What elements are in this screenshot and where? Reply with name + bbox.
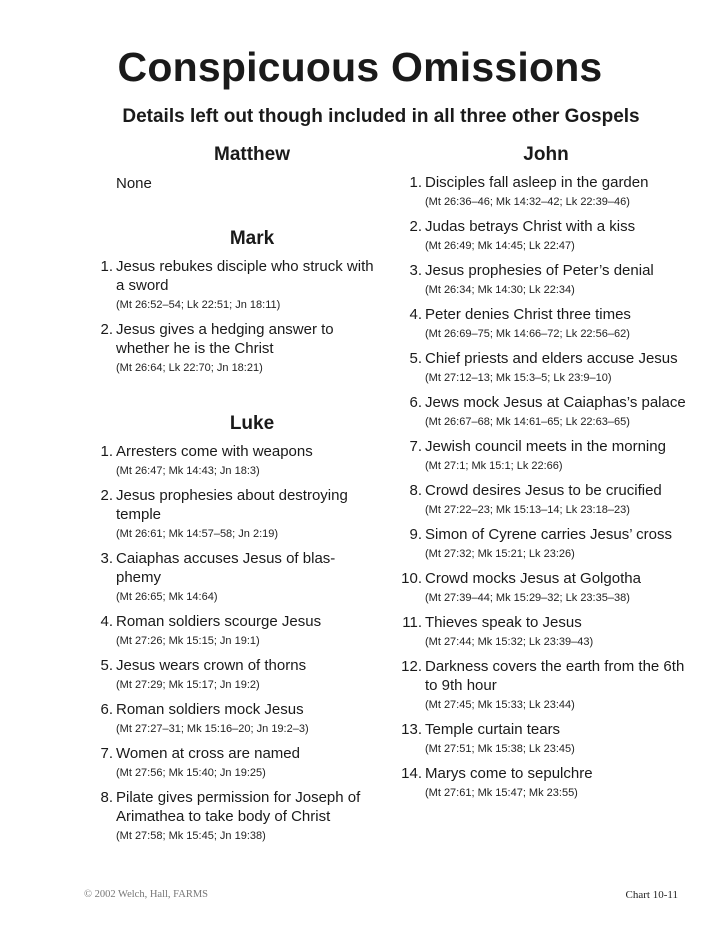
item-number: 11.	[402, 614, 422, 631]
list-item	[396, 349, 696, 385]
item-number: 4.	[409, 306, 422, 323]
john-list	[396, 173, 696, 800]
list-item	[396, 261, 696, 297]
list-item	[92, 612, 382, 648]
item-text: Pilate gives permission for Joseph of Arimathea to take body of Christ	[116, 789, 361, 825]
list-item	[92, 656, 382, 692]
item-text: Women at cross are named	[116, 745, 300, 762]
item-number: 8.	[409, 482, 422, 499]
section-matthew	[92, 144, 382, 192]
list-item	[396, 305, 696, 341]
section-heading-john: John	[523, 144, 569, 165]
item-reference: (Mt 27:61; Mk 15:47; Mk 23:55)	[425, 787, 578, 799]
item-reference: (Mt 27:22–23; Mk 15:13–14; Lk 23:18–23)	[425, 504, 630, 516]
section-heading-luke: Luke	[229, 413, 275, 434]
list-item	[92, 257, 382, 312]
item-reference: (Mt 27:1; Mk 15:1; Lk 22:66)	[425, 460, 563, 472]
section-luke	[92, 413, 382, 843]
item-text: Jesus gives a hedging answer to whether he is the Christ	[116, 321, 334, 357]
item-text: Roman soldiers mock Jesus	[116, 701, 304, 718]
item-number: 1.	[100, 258, 113, 275]
luke-list	[92, 442, 382, 843]
list-item	[396, 657, 696, 712]
item-text: Arresters come with weapons	[116, 443, 313, 460]
item-number: 4.	[100, 613, 113, 630]
item-reference: (Mt 27:32; Mk 15:21; Lk 23:26)	[425, 548, 575, 560]
matthew-none-text: None	[116, 175, 152, 192]
item-text: Roman soldiers scourge Jesus	[116, 613, 322, 630]
item-text: Marys come to sepulchre	[425, 765, 593, 782]
item-text: Crowd desires Jesus to be crucified	[425, 482, 662, 499]
list-item	[92, 700, 382, 736]
item-reference: (Mt 27:58; Mk 15:45; Jn 19:38)	[116, 830, 266, 842]
list-item	[92, 442, 382, 478]
item-number: 6.	[100, 701, 113, 718]
page-title: Conspicuous Omissions	[117, 44, 603, 90]
item-number: 10.	[401, 570, 422, 587]
list-item	[396, 525, 696, 561]
copyright-notice: © 2002 Welch, Hall, FARMS	[84, 889, 208, 900]
item-reference: (Mt 27:26; Mk 15:15; Jn 19:1)	[116, 635, 260, 647]
item-reference: (Mt 27:44; Mk 15:32; Lk 23:39–43)	[425, 636, 594, 648]
item-text: Darkness covers the earth from the 6th to 9th hour	[425, 658, 685, 694]
item-text: Crowd mocks Jesus at Golgotha	[425, 570, 641, 587]
item-number: 7.	[409, 438, 422, 455]
item-number: 6.	[409, 394, 422, 411]
item-number: 13.	[401, 721, 422, 738]
list-item	[396, 720, 696, 756]
item-text: Jesus rebukes disciple who struck with a sword	[116, 258, 374, 294]
item-reference: (Mt 26:64; Lk 22:70; Jn 18:21)	[116, 362, 263, 374]
item-number: 5.	[409, 350, 422, 367]
item-text: Chief priests and elders accuse Jesus	[425, 350, 678, 367]
item-text: Caiaphas accuses Jesus of blas-phemy	[116, 550, 336, 586]
item-text: Jesus wears crown of thorns	[116, 657, 307, 674]
item-text: Jesus prophesies about destroying temple	[116, 487, 348, 523]
list-item	[396, 569, 696, 605]
section-john	[396, 144, 696, 800]
item-reference: (Mt 27:56; Mk 15:40; Jn 19:25)	[116, 767, 266, 779]
chart-number: Chart 10-11	[625, 889, 678, 901]
item-number: 1.	[409, 174, 422, 191]
item-number: 2.	[409, 218, 422, 235]
list-item	[396, 393, 696, 429]
item-text: Judas betrays Christ with a kiss	[425, 218, 636, 235]
page-subtitle: Details left out though included in all three other Gospels	[122, 106, 640, 127]
item-number: 1.	[100, 443, 113, 460]
section-mark	[92, 228, 382, 375]
item-reference: (Mt 26:69–75; Mk 14:66–72; Lk 22:56–62)	[425, 328, 630, 340]
left-column	[92, 144, 382, 843]
list-item	[396, 613, 696, 649]
list-item	[396, 217, 696, 253]
item-reference: (Mt 26:36–46; Mk 14:32–42; Lk 22:39–46)	[425, 196, 630, 208]
item-reference: (Mt 26:65; Mk 14:64)	[116, 591, 218, 603]
list-item	[396, 481, 696, 517]
section-heading-mark: Mark	[229, 228, 275, 249]
item-number: 3.	[100, 550, 113, 567]
item-reference: (Mt 26:47; Mk 14:43; Jn 18:3)	[116, 465, 260, 477]
list-item	[92, 549, 382, 604]
item-reference: (Mt 26:49; Mk 14:45; Lk 22:47)	[425, 240, 575, 252]
item-reference: (Mt 27:29; Mk 15:17; Jn 19:2)	[116, 679, 260, 691]
item-text: Temple curtain tears	[425, 721, 561, 738]
list-item	[92, 788, 382, 843]
item-number: 5.	[100, 657, 113, 674]
list-item	[396, 437, 696, 473]
item-reference: (Mt 27:27–31; Mk 15:16–20; Jn 19:2–3)	[116, 723, 309, 735]
item-reference: (Mt 26:61; Mk 14:57–58; Jn 2:19)	[116, 528, 279, 540]
item-text: Thieves speak to Jesus	[425, 614, 582, 631]
item-reference: (Mt 27:12–13; Mk 15:3–5; Lk 23:9–10)	[425, 372, 612, 384]
item-text: Disciples fall asleep in the garden	[425, 174, 649, 191]
right-column	[396, 144, 696, 800]
item-text: Jews mock Jesus at Caiaphas’s palace	[425, 394, 686, 411]
section-heading-matthew: Matthew	[214, 144, 290, 165]
item-reference: (Mt 27:39–44; Mk 15:29–32; Lk 23:35–38)	[425, 592, 630, 604]
item-text: Peter denies Christ three times	[425, 306, 631, 323]
item-number: 2.	[100, 487, 113, 504]
item-reference: (Mt 26:67–68; Mk 14:61–65; Lk 22:63–65)	[425, 416, 630, 428]
item-text: Simon of Cyrene carries Jesus’ cross	[425, 526, 673, 543]
mark-list	[92, 257, 382, 375]
item-text: Jesus prophesies of Peter’s denial	[425, 262, 654, 279]
list-item	[92, 320, 382, 375]
item-number: 3.	[409, 262, 422, 279]
item-reference: (Mt 26:52–54; Lk 22:51; Jn 18:11)	[116, 299, 281, 311]
item-reference: (Mt 26:34; Mk 14:30; Lk 22:34)	[425, 284, 575, 296]
item-number: 2.	[100, 321, 113, 338]
list-item	[92, 744, 382, 780]
list-item	[92, 486, 382, 541]
item-number: 7.	[100, 745, 113, 762]
item-number: 14.	[401, 765, 422, 782]
item-reference: (Mt 27:51; Mk 15:38; Lk 23:45)	[425, 743, 575, 755]
item-text: Jewish council meets in the morning	[425, 438, 666, 455]
item-number: 8.	[100, 789, 113, 806]
list-item	[396, 173, 696, 209]
item-number: 12.	[401, 658, 422, 675]
list-item	[396, 764, 696, 800]
item-number: 9.	[409, 526, 422, 543]
item-reference: (Mt 27:45; Mk 15:33; Lk 23:44)	[425, 699, 575, 711]
